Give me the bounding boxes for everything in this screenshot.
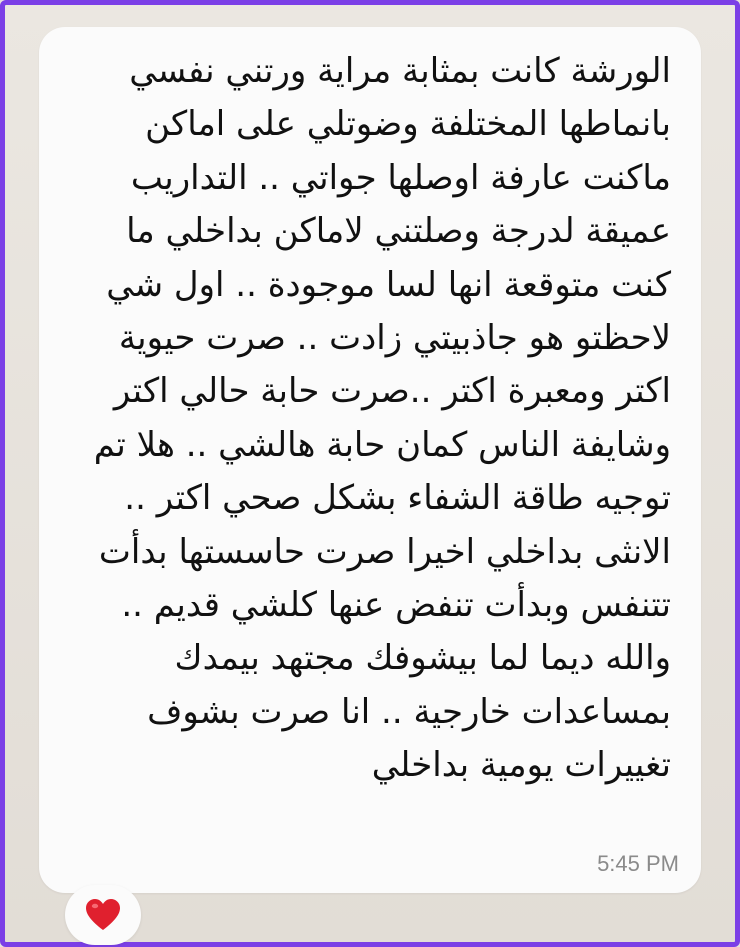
- message-line: توجيه طاقة الشفاء بشكل صحي اكتر ..: [124, 478, 671, 519]
- message-reaction[interactable]: [65, 885, 141, 945]
- message-text: [61, 45, 671, 793]
- message-line: كنت متوقعة انها لسا موجودة .. اول شي: [106, 264, 671, 305]
- message-line: ماكنت عارفة اوصلها جواتي .. التداريب: [130, 157, 671, 198]
- message-line: عميقة لدرجة وصلتني لاماكن بداخلي ما: [126, 211, 671, 252]
- message-line: اكتر ومعبرة اكتر ..صرت حابة حالي اكتر: [113, 371, 671, 412]
- message-line: وشايفة الناس كمان حابة هالشي .. هلا تم: [93, 424, 671, 465]
- message-line: الانثى بداخلي اخيرا صرت حاسستها بدأت: [98, 531, 671, 572]
- message-line: والله ديما لما بيشوفك مجتهد بيمدك: [174, 638, 671, 679]
- message-bubble[interactable]: [39, 27, 701, 893]
- message-timestamp: 5:45 PM: [597, 851, 679, 876]
- message-line: تغييرات يومية بداخلي: [371, 745, 671, 786]
- message-line: بانماطها المختلفة وضوتلي على اماكن: [145, 104, 671, 145]
- red-heart-icon: [85, 898, 121, 932]
- message-line: تتنفس وبدأت تنفض عنها كلشي قديم ..: [121, 585, 671, 626]
- message-line: لاحظتو هو جاذبيتي زادت .. صرت حيوية: [118, 318, 671, 359]
- message-line: بمساعدات خارجية .. انا صرت بشوف: [147, 691, 671, 732]
- message-line: الورشة كانت بمثابة مراية ورتني نفسي: [129, 51, 671, 91]
